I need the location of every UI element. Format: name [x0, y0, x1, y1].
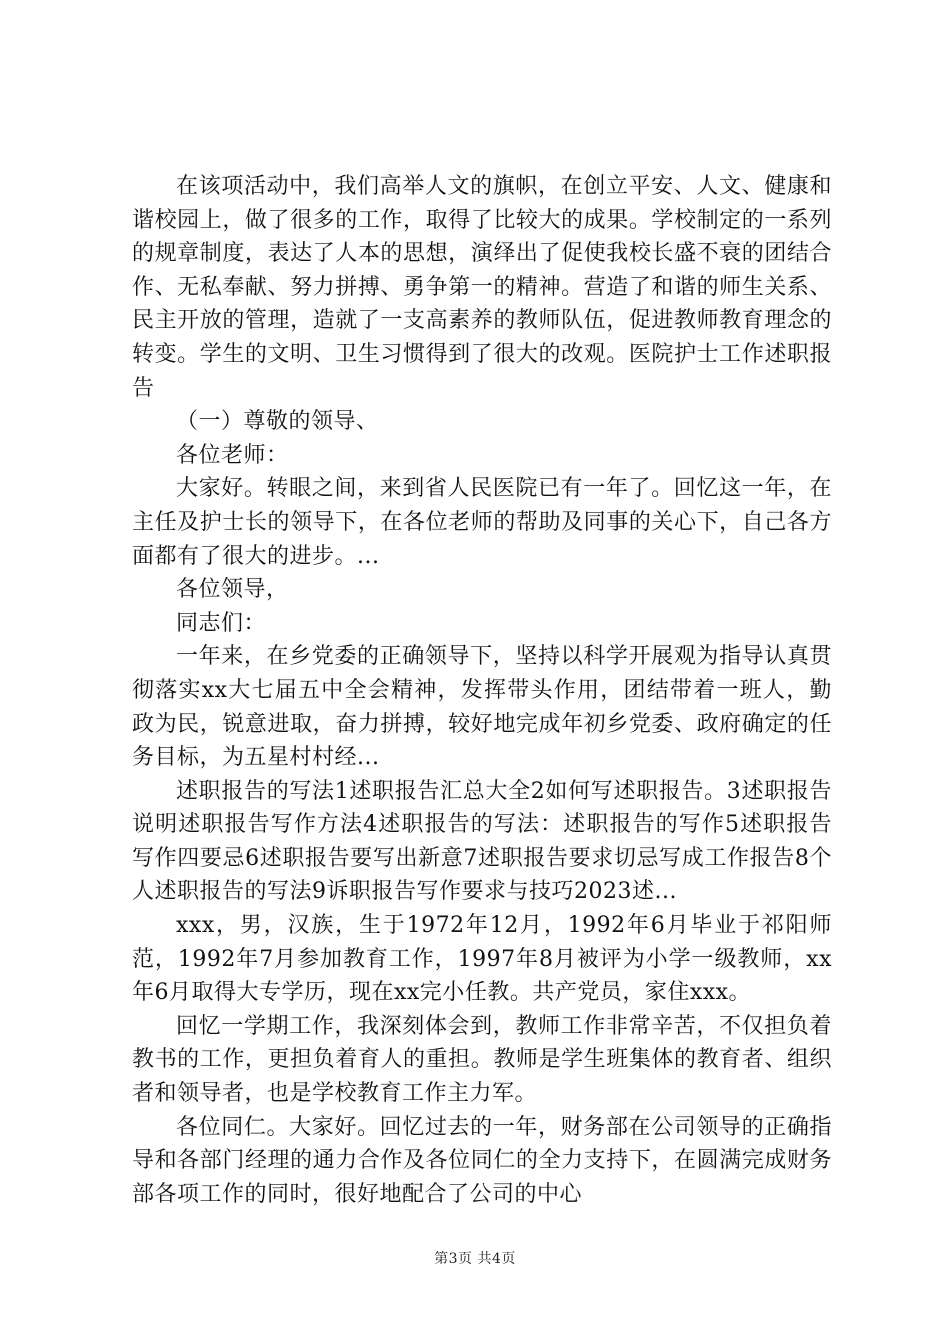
paragraph-nurse-greeting: 大家好。转眼之间，来到省人民医院已有一年了。回忆这一年，在主任及护士长的领导下，在各位老师的帮助及同事的关心下，自己各方面都有了很大的进步。... — [132, 476, 832, 569]
paragraph-salutation-comrades: 同志们： — [176, 610, 267, 636]
page-number-footer: 第3页 共4页 — [434, 1251, 516, 1267]
paragraph-village-report: 一年来，在乡党委的正确领导下，坚持以科学开展观为指导认真贯彻落实xx大七届五中全会精神，发挥带头作用，团结带着一班人，勤政为民，锐意进取，奋力拼搏，较好地完成年初乡党委、政府确定的任务目标，为五星村村经... — [132, 644, 832, 771]
paragraph-report-writing-index: 述职报告的写法1述职报告汇总大全2如何写述职报告。3述职报告说明述职报告写作方法4述职报告的写法：述职报告的写作5述职报告写作四要忌6述职报告要写出新意7述职报告要求切忌写成工作报告8个人述职报告的写法9诉职报告写作要求与技巧2023述... — [132, 778, 832, 905]
paragraph-salutation-leaders: 各位领导， — [176, 577, 289, 603]
paragraph-salutation-teachers: 各位老师： — [176, 442, 289, 468]
paragraph-semester-review: 回忆一学期工作，我深刻体会到，教师工作非常辛苦，不仅担负着教书的工作，更担负着育人的重担。教师是学生班集体的教育者、组织者和领导者，也是学校教育工作主力军。 — [132, 1013, 832, 1107]
paragraph-heading-respected-leaders: （一）尊敬的领导、 — [176, 409, 379, 435]
document-body — [132, 170, 832, 1211]
paragraph-teacher-profile: xxx，男，汉族，生于1972年12月，1992年6月毕业于祁阳师范，1992年7月参加教育工作，1997年8月被评为小学一级教师，xx年6月取得大专学历，现在xx完小任教。共产党员，家住xxx。 — [132, 913, 832, 1006]
paragraph-finance-review: 各位同仁。大家好。回忆过去的一年，财务部在公司领导的正确指导和各部门经理的通力合作及各位同仁的全力支持下，在圆满完成财务部各项工作的同时，很好地配合了公司的中心 — [132, 1114, 832, 1207]
paragraph-campus-activity: 在该项活动中，我们高举人文的旗帜，在创立平安、人文、健康和谐校园上，做了很多的工作，取得了比较大的成果。学校制定的一系列的规章制度，表达了人本的思想，演绎出了促使我校长盛不衰的团结合作、无私奉献、努力拼搏、勇争第一的精神。营造了和谐的师生关系、民主开放的管理，造就了一支高素养的教师队伍，促进教师教育理念的转变。学生的文明、卫生习惯得到了很大的改观。医院护士工作述职报告 — [132, 174, 832, 401]
